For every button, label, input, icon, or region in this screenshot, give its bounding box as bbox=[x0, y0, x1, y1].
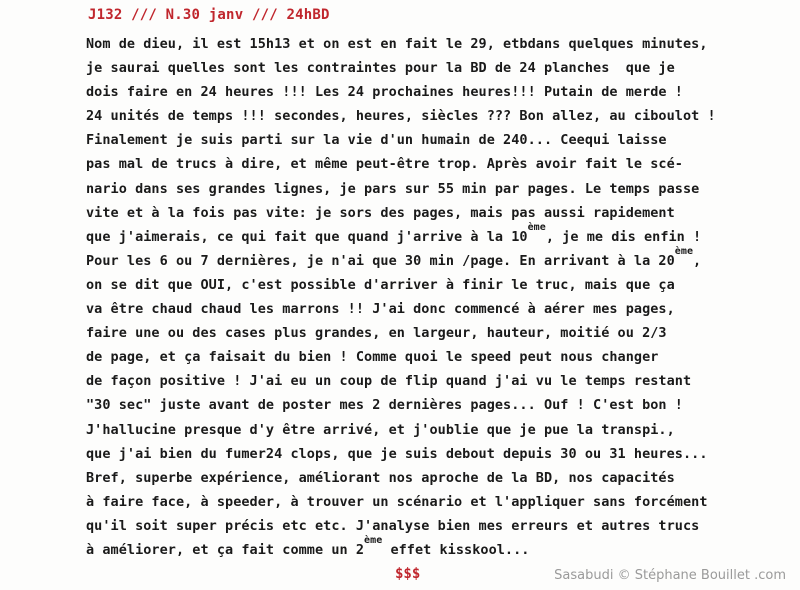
text-line-content: J'hallucine presque d'y être arrivé, et j'oublie que je pue la transpi., bbox=[86, 421, 675, 438]
text-line-content: qu'il soit super précis etc etc. J'analyse bien mes erreurs et autres trucs bbox=[86, 517, 700, 534]
text-line-content: Bref, superbe expérience, améliorant nos aproche de la BD, nos capacités bbox=[86, 469, 675, 486]
ordinal-superscript: ème bbox=[527, 221, 546, 233]
text-line bbox=[86, 104, 776, 128]
text-line-content: de page, et ça faisait du bien ! Comme quoi le speed peut nous changer bbox=[86, 349, 659, 366]
text-line-content: 24 unités de temps !!! secondes, heures, siècles ??? Bon allez, au ciboulot ! bbox=[86, 108, 716, 125]
text-line bbox=[86, 56, 776, 80]
text-line-continuation: effet kisskool... bbox=[382, 541, 530, 558]
text-line bbox=[86, 297, 776, 321]
text-line bbox=[86, 245, 776, 273]
text-line-content: que j'ai bien du fumer24 clops, que je suis debout depuis 30 ou 31 heures... bbox=[86, 445, 708, 462]
text-line-content: "30 sec" juste avant de poster mes 2 dernières pages... Ouf ! C'est bon ! bbox=[86, 397, 683, 414]
text-line bbox=[86, 201, 776, 225]
journal-text bbox=[86, 32, 776, 562]
text-line-content: dois faire en 24 heures !!! Les 24 prochaines heures!!! Putain de merde ! bbox=[86, 84, 683, 101]
text-line bbox=[86, 80, 776, 104]
text-line-content: à faire face, à speeder, à trouver un scénario et l'appliquer sans forcément bbox=[86, 493, 708, 510]
text-line-content: pas mal de trucs à dire, et même peut-être trop. Après avoir fait le scé- bbox=[86, 156, 683, 173]
text-line bbox=[86, 534, 776, 562]
text-line-continuation: , bbox=[693, 252, 702, 269]
copyright-credit: Sasabudi © Stéphane Bouillet .com bbox=[554, 568, 786, 583]
text-line-content: on se dit que OUI, c'est possible d'arriver à finir le truc, mais que ça bbox=[86, 276, 675, 293]
ordinal-superscript: ème bbox=[674, 245, 694, 257]
signature-mark: $$$ bbox=[395, 566, 421, 582]
text-line-content: que j'aimerais, ce qui fait que quand j'arrive à la 10 bbox=[86, 228, 528, 245]
text-line-content: à améliorer, et ça fait comme un 2 bbox=[86, 541, 365, 558]
text-line bbox=[86, 32, 776, 56]
text-line bbox=[86, 514, 776, 538]
text-line-content: de façon positive ! J'ai eu un coup de flip quand j'ai vu le temps restant bbox=[86, 373, 692, 390]
text-line-content: vite et à la fois pas vite: je sors des pages, mais pas aussi rapidement bbox=[86, 204, 675, 221]
page-header: J132 /// N.30 janv /// 24hBD bbox=[88, 7, 330, 23]
ordinal-superscript: ème bbox=[364, 534, 383, 546]
text-line bbox=[86, 442, 776, 466]
text-line-content: nario dans ses grandes lignes, je pars sur 55 min par pages. Le temps passe bbox=[86, 180, 700, 197]
text-line-content: va être chaud chaud les marrons !! J'ai donc commencé à aérer mes pages, bbox=[86, 301, 675, 318]
text-line bbox=[86, 273, 776, 297]
text-line-content: Pour les 6 ou 7 dernières, je n'ai que 30 min /page. En arrivant à la 20 bbox=[86, 252, 675, 269]
text-line bbox=[86, 345, 776, 369]
text-line-content: je saurai quelles sont les contraintes pour la BD de 24 planches que je bbox=[86, 60, 675, 77]
text-line bbox=[86, 128, 776, 152]
text-line bbox=[86, 221, 776, 249]
text-line-content: Nom de dieu, il est 15h13 et on est en fait le 29, etbdans quelques minutes, bbox=[86, 36, 708, 52]
text-line bbox=[86, 418, 776, 442]
text-line bbox=[86, 152, 776, 176]
text-line-continuation: , je me dis enfin ! bbox=[545, 228, 702, 245]
text-line bbox=[86, 177, 776, 201]
text-line bbox=[86, 369, 776, 393]
text-line bbox=[86, 321, 776, 345]
text-line-content: faire une ou des cases plus grandes, en largeur, hauteur, moitié ou 2/3 bbox=[86, 325, 667, 342]
text-line bbox=[86, 490, 776, 514]
text-line bbox=[86, 393, 776, 417]
text-line-content: Finalement je suis parti sur la vie d'un humain de 240... Ceequi laisse bbox=[86, 132, 667, 149]
text-line bbox=[86, 466, 776, 490]
